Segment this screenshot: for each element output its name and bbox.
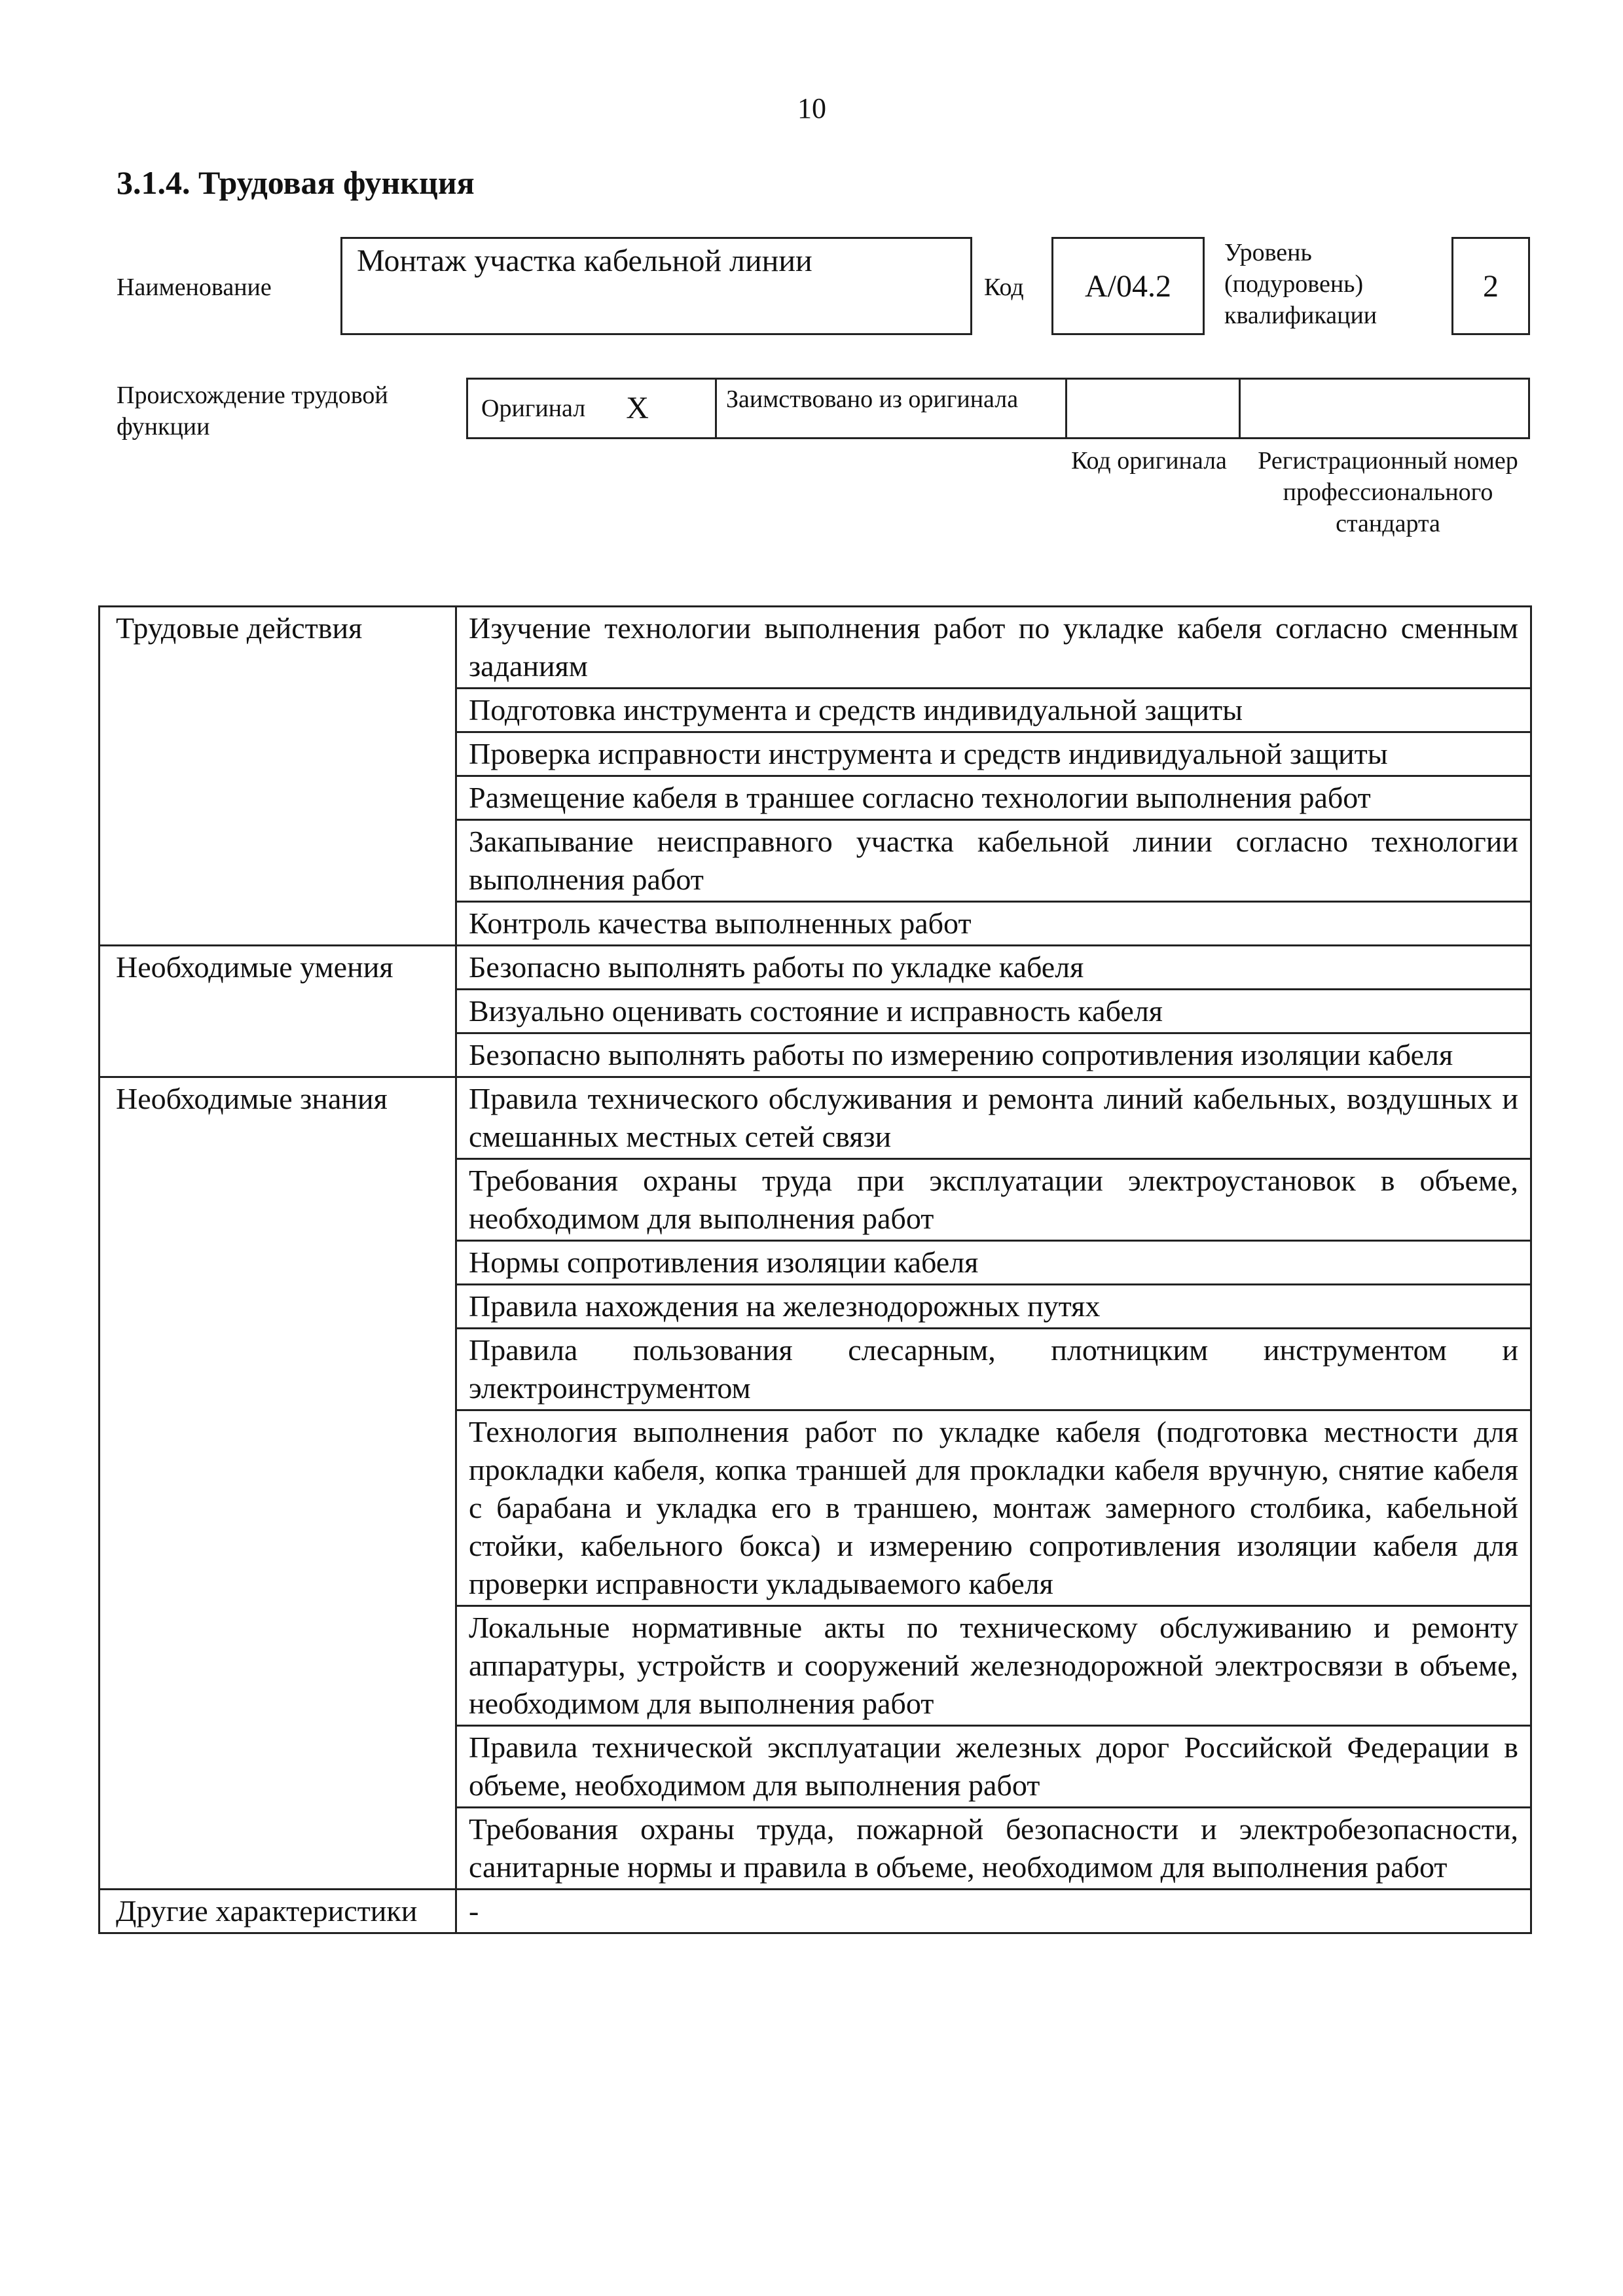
- section-item-cell: Подготовка инструмента и средств индивидуальной защиты: [456, 689, 1531, 732]
- origin-code-cell: [1067, 380, 1241, 437]
- origin-reg-number-cell: [1241, 380, 1528, 437]
- table-row: [100, 607, 1531, 689]
- section-item-cell: Технология выполнения работ по укладке кабеля (подготовка местности для прокладки кабеля, копка траншей для прокладки кабеля вручную, снятие кабеля с барабана и укладка его в траншею, монтаж замерного столбика, кабельной стойки, кабельного бокса) и измерению сопротивления изоляции кабеля для проверки исправности укладываемого кабеля: [456, 1410, 1531, 1606]
- origin-table: [466, 378, 1530, 439]
- section-title: 3.1.4. Трудовая функция: [117, 164, 475, 201]
- table-row: [100, 946, 1531, 990]
- section-item-cell: Нормы сопротивления изоляции кабеля: [456, 1241, 1531, 1285]
- function-name-field: Монтаж участка кабельной линии: [340, 237, 972, 335]
- origin-code-caption: Код оригинала: [1071, 447, 1227, 475]
- origin-original-mark: X: [626, 391, 649, 425]
- section-item-cell: Проверка исправности инструмента и средств индивидуальной защиты: [456, 732, 1531, 776]
- section-item-cell: Локальные нормативные акты по техническому обслуживанию и ремонту аппаратуры, устройств и сооружений железнодорожной электросвязи в объеме, необходимом для выполнения работ: [456, 1606, 1531, 1726]
- section-item-cell: Безопасно выполнять работы по измерению сопротивления изоляции кабеля: [456, 1033, 1531, 1077]
- section-title-cell: Другие характеристики: [100, 1890, 456, 1933]
- qualification-level-label: Уровень (подуровень) квалификации: [1224, 239, 1377, 329]
- origin-borrowed-cell: Заимствовано из оригинала: [717, 380, 1067, 437]
- section-item-cell: Безопасно выполнять работы по укладке кабеля: [456, 946, 1531, 990]
- section-item-cell: Правила нахождения на железнодорожных путях: [456, 1285, 1531, 1329]
- name-label: Наименование: [117, 274, 272, 301]
- table-row: [100, 1077, 1531, 1159]
- section-item-cell: Правила технического обслуживания и ремонта линий кабельных, воздушных и смешанных местных сетей связи: [456, 1077, 1531, 1159]
- function-code-field: A/04.2: [1051, 237, 1205, 335]
- qualification-level-field: 2: [1451, 237, 1530, 335]
- origin-original-label: Оригинал: [481, 395, 586, 422]
- section-item-cell: Размещение кабеля в траншее согласно технологии выполнения работ: [456, 776, 1531, 820]
- function-details-table: [98, 605, 1532, 1934]
- section-item-cell: Правила технической эксплуатации железных дорог Российской Федерации в объеме, необходимом для выполнения работ: [456, 1726, 1531, 1808]
- section-item-cell: Требования охраны труда при эксплуатации электроустановок в объеме, необходимом для выполнения работ: [456, 1159, 1531, 1241]
- section-item-cell: Правила пользования слесарным, плотницким инструментом и электроинструментом: [456, 1329, 1531, 1410]
- section-item-cell: -: [456, 1890, 1531, 1933]
- section-item-cell: Контроль качества выполненных работ: [456, 902, 1531, 946]
- origin-original-cell: [468, 380, 717, 437]
- origin-label: Происхождение трудовой функции: [117, 382, 388, 440]
- section-item-cell: Закапывание неисправного участка кабельной линии согласно технологии выполнения работ: [456, 820, 1531, 902]
- section-item-cell: Изучение технологии выполнения работ по укладке кабеля согласно сменным заданиям: [456, 607, 1531, 689]
- table-row: [100, 1890, 1531, 1933]
- section-item-cell: Требования охраны труда, пожарной безопасности и электробезопасности, санитарные нормы и правила в объеме, необходимом для выполнения работ: [456, 1808, 1531, 1890]
- code-label: Код: [984, 274, 1024, 301]
- section-title-cell: Необходимые знания: [100, 1077, 456, 1890]
- origin-reg-caption: Регистрационный номер профессионального стандарта: [1258, 447, 1518, 537]
- section-item-cell: Визуально оценивать состояние и исправность кабеля: [456, 990, 1531, 1033]
- section-title-cell: Трудовые действия: [100, 607, 456, 946]
- section-title-cell: Необходимые умения: [100, 946, 456, 1077]
- page-number: 10: [797, 92, 826, 124]
